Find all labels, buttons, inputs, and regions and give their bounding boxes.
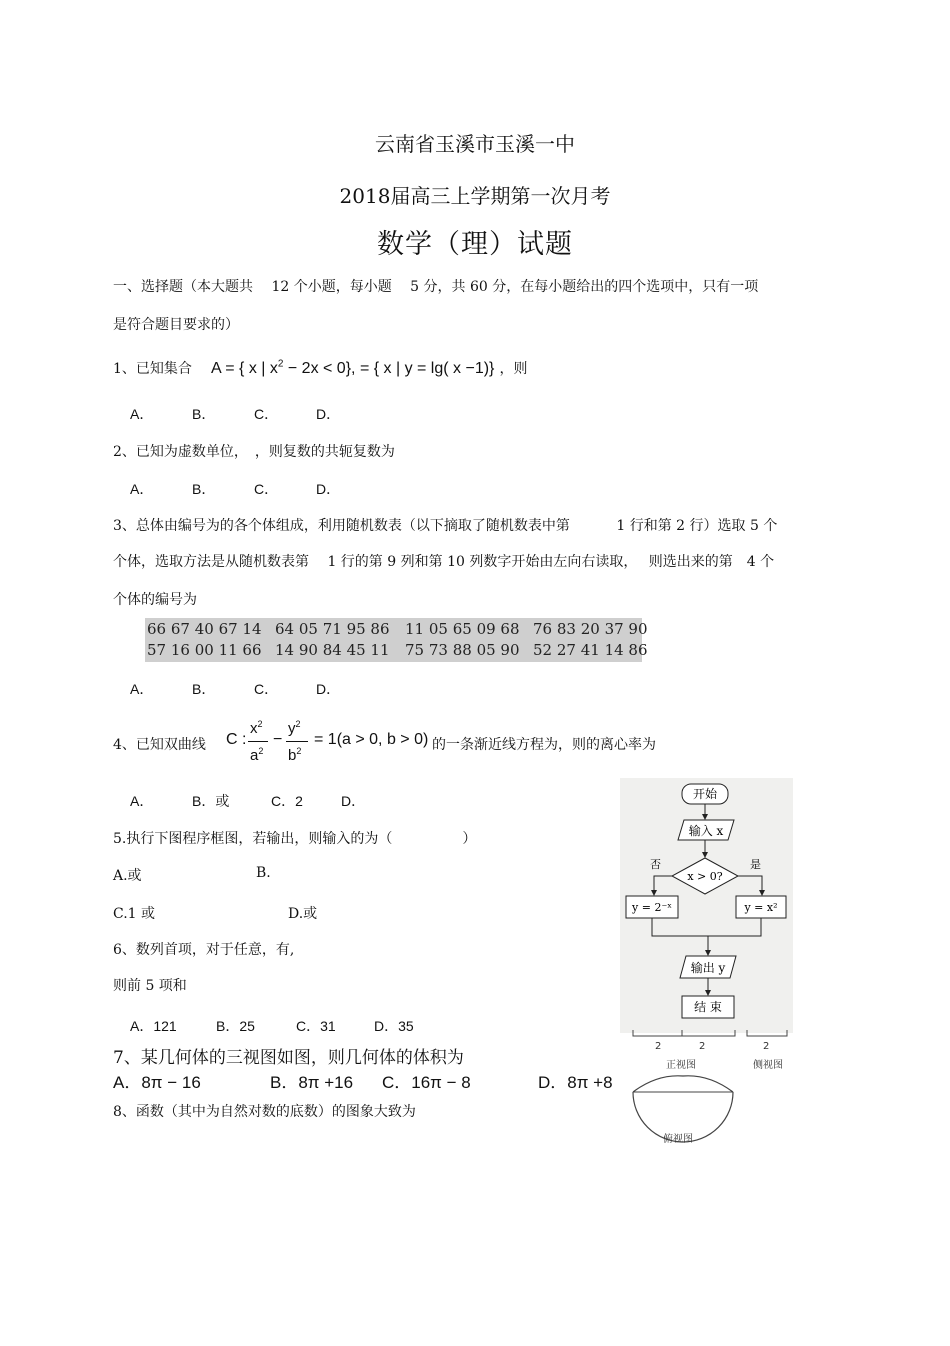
q7-option-b: B．8π +16	[270, 1073, 354, 1092]
q1-option-d: D．	[316, 406, 341, 422]
q7-option-c: C．16π − 8	[382, 1073, 471, 1092]
q3-option-d: D．	[316, 681, 341, 697]
q6-option-c: C．31	[296, 1018, 336, 1034]
question-6-line1: 6、数列首项，对于任意，有,	[113, 942, 295, 958]
q5-option-a: A.或	[113, 868, 142, 884]
q3-option-b: B．	[192, 681, 216, 697]
flow-yes-label: 是	[750, 858, 761, 871]
flow-end-text: 结 束	[694, 1000, 722, 1014]
three-views-svg	[625, 1030, 795, 1148]
question-3-line1: 3、总体由编号为的各个体组成，利用随机数表（以下摘取了随机数表中第 1 行和第 2 行）选取 5 个	[113, 518, 778, 534]
q4-minus: −	[273, 731, 283, 748]
question-3-line3: 个体的编号为	[113, 592, 197, 608]
flow-left-text: y = 2⁻ˣ	[632, 901, 672, 914]
question-2: 2、已知为虚数单位， ，则复数的共轭复数为	[113, 444, 395, 460]
table-cell: 76 83 20 37 90	[533, 620, 648, 638]
q6-option-b: B．25	[216, 1018, 255, 1034]
table-cell: 52 27 41 14 86	[533, 641, 648, 659]
table-cell: 11 05 65 09 68	[405, 620, 520, 638]
q1-suffix: ，则	[499, 361, 528, 377]
q3-option-c: C．	[254, 681, 279, 697]
dim-label: 2	[699, 1041, 706, 1052]
q4-c-label: C :	[226, 731, 247, 748]
q4-tail: = 1(a > 0, b > 0)	[314, 731, 429, 748]
q1-option-a: A．	[130, 406, 154, 422]
q6-option-a: A．121	[130, 1018, 177, 1034]
q3-options	[130, 679, 340, 699]
top-view-label: 俯视图	[663, 1134, 693, 1145]
q2-option-b: B．	[192, 481, 216, 497]
q7-option-d: D．8π +8	[538, 1073, 613, 1092]
q4-prefix: 4、已知双曲线	[113, 737, 206, 753]
table-cell: 14 90 84 45 11	[275, 641, 390, 659]
table-cell: 66 67 40 67 14	[147, 620, 262, 638]
q4-options	[130, 791, 365, 811]
exam-title: 2018届高三上学期第一次月考	[339, 184, 611, 208]
q6-option-d: D．35	[374, 1018, 414, 1034]
q7-option-a: A．8π − 16	[113, 1073, 201, 1092]
q4-option-d: D．	[341, 793, 366, 809]
section-intro-line1: 一、选择题（本大题共 12 个小题，每小题 5 分，共 60 分，在每小题给出的四个选项中，只有一项	[113, 279, 759, 295]
q1-sup: 2	[277, 358, 284, 370]
dim-label: 2	[763, 1041, 770, 1052]
question-3-line2: 个体，选取方法是从随机数表第 1 行的第 9 列和第 10 列数字开始由左向右读取， 则选出来的第 4 个	[113, 554, 775, 570]
flow-input-text: 输入 x	[688, 824, 724, 838]
q1-formula: A = { x | x	[211, 360, 278, 377]
flow-no-label: 否	[650, 858, 661, 871]
subject-title: 数学（理）试题	[377, 229, 573, 260]
question-8: 8、函数（其中为自然对数的底数）的图象大致为	[113, 1104, 416, 1120]
q4-frac1-num: $x^2$	[250, 719, 263, 737]
front-view-label: 正视图	[666, 1060, 696, 1071]
flowchart-figure	[620, 778, 793, 1033]
section-intro-line2: 是符合题目要求的）	[113, 317, 239, 333]
question-6-line2: 则前 5 项和	[113, 978, 187, 994]
q2-option-c: C．	[254, 481, 279, 497]
flowchart-svg	[620, 778, 793, 1033]
table-cell: 57 16 00 11 66	[147, 641, 262, 659]
q5-option-d: D.或	[288, 906, 318, 922]
q1-option-b: B．	[192, 406, 216, 422]
q4-frac1-bar	[248, 741, 268, 742]
dim-label: 2	[655, 1041, 662, 1052]
q5-option-c: C.1 或	[113, 906, 156, 922]
q2-option-d: D．	[316, 481, 341, 497]
side-view-label: 侧视图	[753, 1060, 783, 1071]
q5-option-b: B.	[256, 865, 271, 881]
school-name: 云南省玉溪市玉溪一中	[375, 132, 575, 156]
q1-option-c: C．	[254, 406, 279, 422]
q4-frac2-den: $b^2$	[288, 746, 302, 764]
q4-frac1-den: $a^2$	[250, 746, 264, 764]
question-1	[113, 358, 527, 378]
flow-start-text: 开始	[692, 787, 718, 801]
q4-option-c: C．2	[271, 793, 303, 809]
top-view-arc	[633, 1076, 733, 1092]
q4-suffix: 的一条渐近线方程为，则的离心率为	[432, 737, 656, 753]
q4-frac2-num: $y^2$	[288, 719, 301, 737]
table-cell: 64 05 71 95 86	[275, 620, 390, 638]
q1-options	[130, 404, 340, 424]
flow-decision-text: x > 0?	[687, 870, 723, 883]
random-number-table	[145, 618, 648, 662]
q4-option-a: A．	[130, 793, 154, 809]
q4-option-b: B．或	[192, 793, 230, 809]
q1-formula-2: − 2x < 0}, = { x | y = lg( x −1)}	[283, 360, 495, 377]
q2-options	[130, 479, 340, 499]
question-5: 5.执行下图程序框图，若输出，则输入的为（ ）	[113, 831, 477, 847]
question-7: 7、某几何体的三视图如图，则几何体的体积为	[113, 1048, 464, 1068]
flow-output-text: 输出 y	[690, 961, 726, 975]
q2-option-a: A．	[130, 481, 154, 497]
q4-frac2-bar	[286, 741, 308, 742]
table-cell: 75 73 88 05 90	[405, 641, 520, 659]
q6-options	[130, 1016, 414, 1036]
flow-right-text: y = x²	[744, 901, 778, 914]
q1-prefix: 1、已知集合	[113, 361, 192, 377]
q3-option-a: A．	[130, 681, 154, 697]
three-views-figure	[625, 1030, 795, 1148]
